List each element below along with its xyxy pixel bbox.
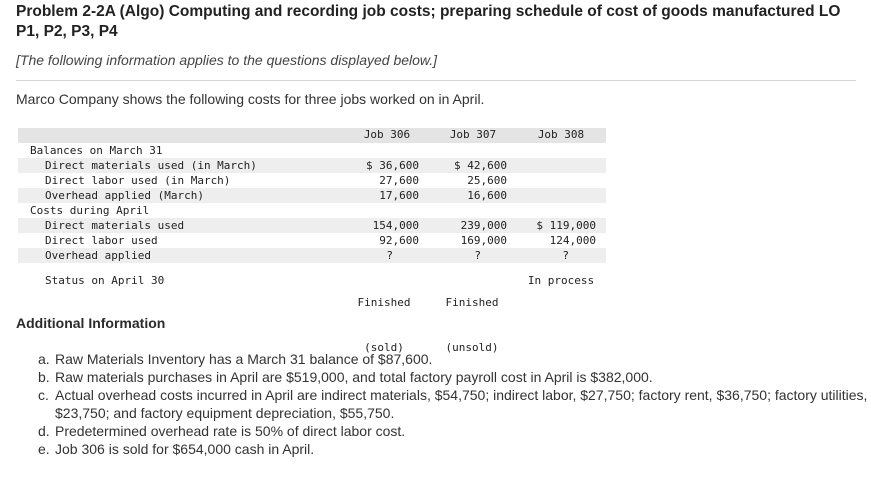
table-row xyxy=(18,143,606,158)
list-marker: d. xyxy=(38,423,50,439)
cell: ? xyxy=(562,249,569,262)
cell: 239,000 xyxy=(460,219,507,232)
list-item xyxy=(38,386,868,422)
cell: $ 36,600 xyxy=(366,159,419,172)
status-job-308: In process xyxy=(527,274,595,287)
list-marker: e. xyxy=(38,441,50,457)
row-label: Overhead applied (March) xyxy=(45,189,204,202)
cell: 154,000 xyxy=(372,219,419,232)
cell: 16,600 xyxy=(467,189,507,202)
cell: 124,000 xyxy=(549,234,596,247)
intro-text: Marco Company shows the following costs for three jobs worked on in April. xyxy=(16,91,485,107)
table-row xyxy=(18,158,606,173)
list-text: Raw materials purchases in April are $519,000, and total factory payroll cost in April is $382,000. xyxy=(55,369,653,385)
table-row xyxy=(18,218,606,233)
status-line: (unsold) xyxy=(445,341,499,354)
table-row xyxy=(18,173,606,188)
list-item xyxy=(38,422,868,440)
cell: 169,000 xyxy=(460,234,507,247)
col-header-job-307: Job 307 xyxy=(449,128,497,141)
cell: 17,600 xyxy=(379,189,419,202)
additional-info-title: Additional Information xyxy=(16,315,166,331)
cell: ? xyxy=(474,249,481,262)
table-row xyxy=(18,233,606,248)
list-item xyxy=(38,368,868,386)
list-item xyxy=(38,440,868,458)
row-label: Direct labor used (in March) xyxy=(45,174,231,187)
cell: 92,600 xyxy=(379,234,419,247)
cell: ? xyxy=(386,249,393,262)
status-line: (sold) xyxy=(364,341,404,354)
cell: $ 42,600 xyxy=(454,159,507,172)
col-header-job-308: Job 308 xyxy=(537,128,585,141)
context-note: [The following information applies to the questions displayed below.] xyxy=(16,52,438,68)
list-text: Actual overhead costs incurred in April are indirect materials, $54,750; indirect labor, $27,750; factory rent, $36,750; factory utilities, $23,750; and factory equipment depreciation, $55,750. xyxy=(55,387,868,421)
row-label: Direct materials used xyxy=(45,219,185,232)
row-label: Status on April 30 xyxy=(45,274,165,287)
list-text: Job 306 is sold for $654,000 cash in April. xyxy=(55,441,315,457)
table-row xyxy=(18,188,606,203)
status-line: Finished xyxy=(445,296,499,309)
row-label: Direct labor used xyxy=(45,234,158,247)
list-marker: b. xyxy=(38,369,50,385)
status-line: Finished xyxy=(357,296,411,309)
problem-title: Problem 2-2A (Algo) Computing and recording job costs; preparing schedule of cost of goods manufactured LO P1, P2, P3, P4 xyxy=(16,3,841,40)
list-marker: a. xyxy=(38,351,50,367)
cell: 25,600 xyxy=(467,174,507,187)
divider xyxy=(16,80,856,81)
additional-info-list xyxy=(38,350,868,458)
col-header-job-306: Job 306 xyxy=(363,128,411,141)
table-header-row xyxy=(18,128,606,143)
table-row xyxy=(18,248,606,263)
row-label: Overhead applied xyxy=(45,249,151,262)
cell: 27,600 xyxy=(379,174,419,187)
list-marker: c. xyxy=(38,387,49,403)
section-label-march: Balances on March 31 xyxy=(30,144,163,157)
row-label: Direct materials used (in March) xyxy=(45,159,257,172)
list-text: Predetermined overhead rate is 50% of direct labor cost. xyxy=(55,423,406,439)
list-text: Raw Materials Inventory has a March 31 balance of $87,600. xyxy=(55,351,433,367)
list-item xyxy=(38,350,868,368)
table-row xyxy=(18,203,606,218)
cell: $ 119,000 xyxy=(536,219,596,232)
section-label-april: Costs during April xyxy=(30,204,150,217)
